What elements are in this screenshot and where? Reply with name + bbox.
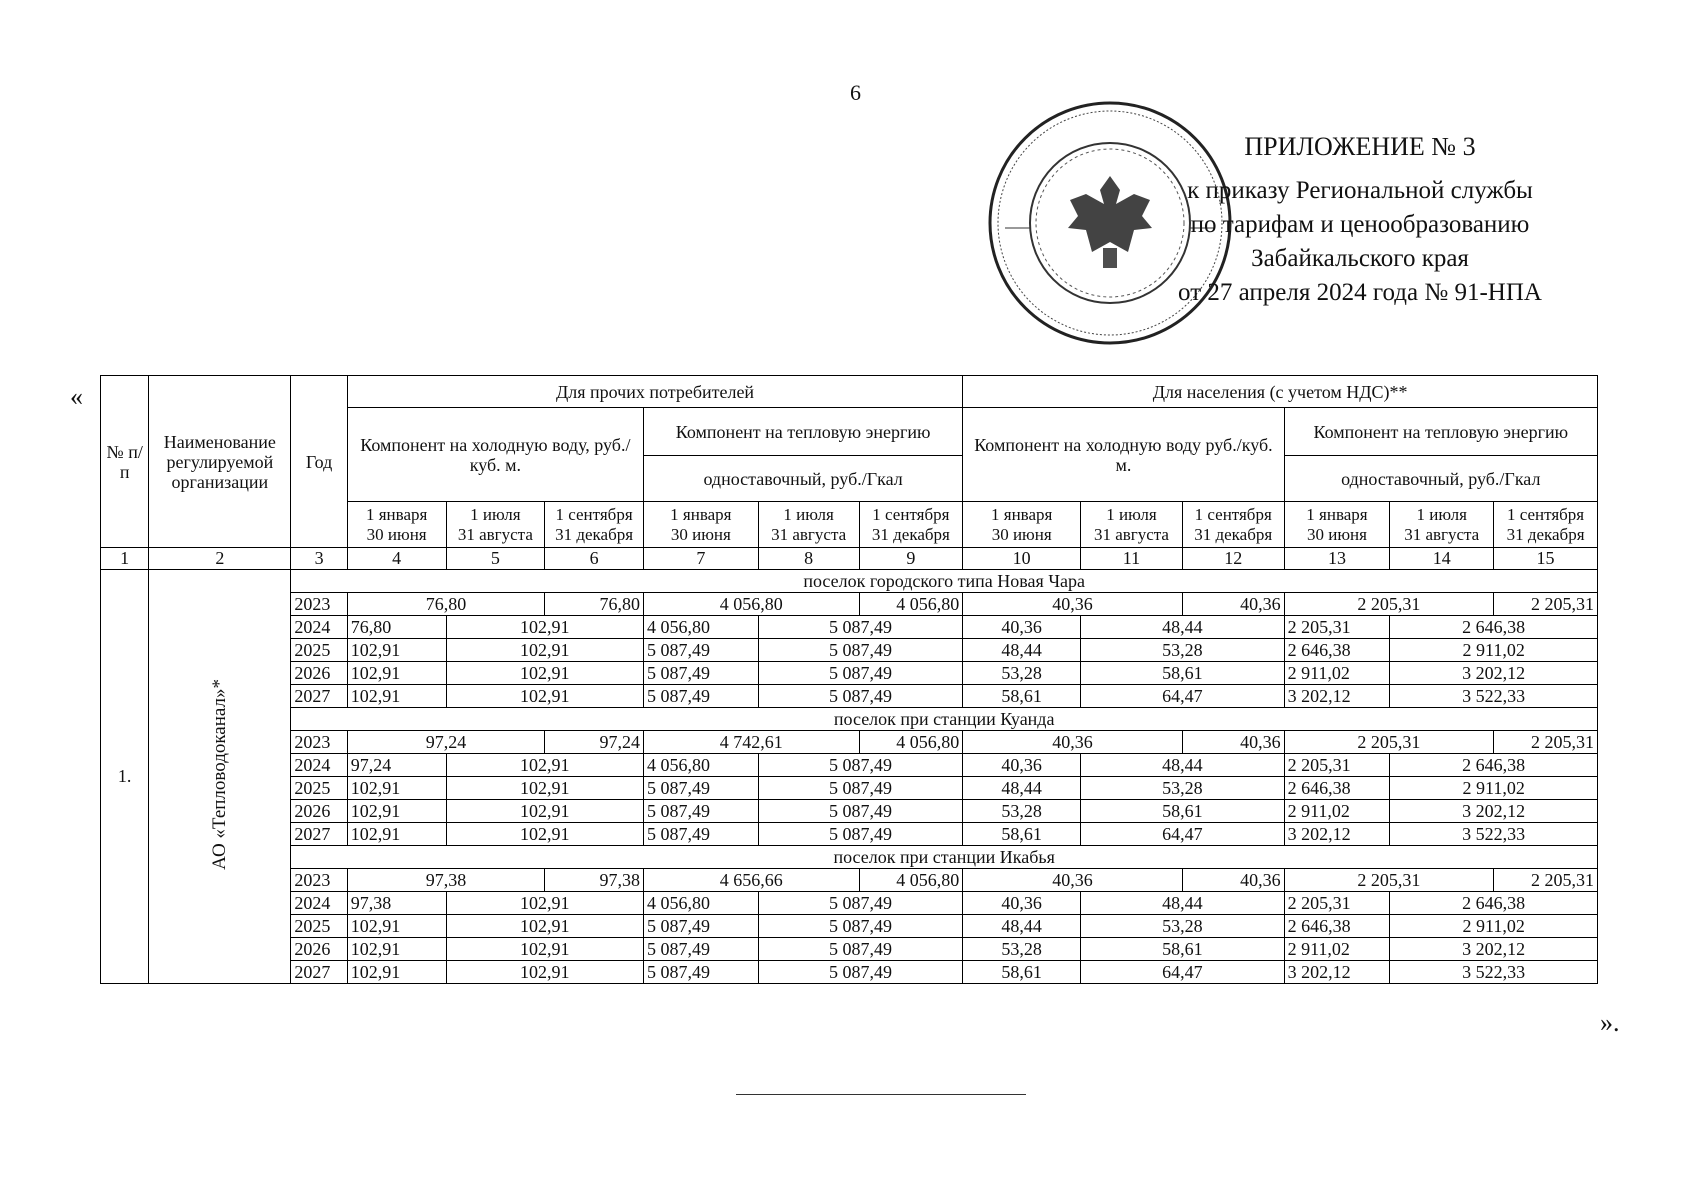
period-end: 31 декабря <box>555 524 634 544</box>
value-cell: 102,91 <box>347 961 446 984</box>
header-organization: Наименование регулируемой организации <box>149 376 291 548</box>
value-cell: 4 742,61 <box>643 731 859 754</box>
value-cell: 40,36 <box>963 892 1081 915</box>
column-number: 14 <box>1390 548 1494 570</box>
period-start: 1 января <box>365 504 428 524</box>
value-cell: 53,28 <box>963 938 1081 961</box>
column-number: 3 <box>291 548 347 570</box>
column-number: 6 <box>545 548 644 570</box>
value-cell: 58,61 <box>1081 662 1284 685</box>
table-row <box>101 685 1598 708</box>
value-cell: 5 087,49 <box>643 938 758 961</box>
period-end: 31 декабря <box>871 524 950 544</box>
value-cell: 2 205,31 <box>1284 593 1494 616</box>
value-cell: 53,28 <box>1081 777 1284 800</box>
table-row <box>101 892 1598 915</box>
value-cell: 4 056,80 <box>859 731 963 754</box>
header-cold-water-population: Компонент на холодную воду руб./куб. м. <box>963 408 1284 502</box>
value-cell: 2 911,02 <box>1284 662 1390 685</box>
period-header-cell <box>859 502 963 548</box>
value-cell: 102,91 <box>446 823 643 846</box>
value-cell: 2 205,31 <box>1284 869 1494 892</box>
value-cell: 76,80 <box>347 616 446 639</box>
value-cell: 102,91 <box>446 915 643 938</box>
column-number: 1 <box>101 548 149 570</box>
period-start: 1 июля <box>1416 504 1467 524</box>
column-number: 5 <box>446 548 545 570</box>
value-cell: 5 087,49 <box>643 639 758 662</box>
table-row <box>101 800 1598 823</box>
column-number: 9 <box>859 548 963 570</box>
value-cell: 76,80 <box>347 593 544 616</box>
value-cell: 5 087,49 <box>758 754 962 777</box>
value-cell: 97,24 <box>545 731 644 754</box>
period-header-cell <box>643 502 758 548</box>
period-end: 31 декабря <box>1506 524 1585 544</box>
value-cell: 40,36 <box>963 869 1183 892</box>
header-heat-population-sub: одноставочный, руб./Гкал <box>1284 456 1597 502</box>
period-start: 1 сентября <box>555 504 633 524</box>
value-cell: 4 056,80 <box>643 616 758 639</box>
value-cell: 58,61 <box>963 961 1081 984</box>
period-start: 1 июля <box>470 504 521 524</box>
value-cell: 3 202,12 <box>1284 961 1390 984</box>
value-cell: 5 087,49 <box>643 961 758 984</box>
section-row <box>101 708 1598 731</box>
year-cell: 2023 <box>291 593 347 616</box>
value-cell: 48,44 <box>1081 754 1284 777</box>
value-cell: 40,36 <box>963 593 1183 616</box>
period-header-cell <box>1081 502 1183 548</box>
value-cell: 97,24 <box>347 731 544 754</box>
header-population: Для населения (с учетом НДС)** <box>963 376 1598 408</box>
year-cell: 2026 <box>291 662 347 685</box>
value-cell: 2 911,02 <box>1284 800 1390 823</box>
value-cell: 102,91 <box>446 800 643 823</box>
value-cell: 102,91 <box>347 915 446 938</box>
value-cell: 3 522,33 <box>1390 961 1598 984</box>
value-cell: 97,38 <box>347 869 544 892</box>
year-cell: 2027 <box>291 685 347 708</box>
appendix-line-2: по тарифам и ценообразованию <box>1190 211 1530 238</box>
value-cell: 102,91 <box>446 662 643 685</box>
value-cell: 40,36 <box>963 754 1081 777</box>
appendix-header <box>1140 130 1580 310</box>
period-header-cell <box>347 502 446 548</box>
value-cell: 53,28 <box>963 662 1081 685</box>
value-cell: 2 205,31 <box>1284 731 1494 754</box>
table-row <box>101 915 1598 938</box>
value-cell: 3 202,12 <box>1390 938 1598 961</box>
value-cell: 3 202,12 <box>1284 685 1390 708</box>
value-cell: 5 087,49 <box>758 961 962 984</box>
value-cell: 5 087,49 <box>758 685 962 708</box>
value-cell: 5 087,49 <box>758 892 962 915</box>
value-cell: 64,47 <box>1081 961 1284 984</box>
value-cell: 4 056,80 <box>859 869 963 892</box>
value-cell: 102,91 <box>347 800 446 823</box>
value-cell: 102,91 <box>446 777 643 800</box>
table-row <box>101 961 1598 984</box>
column-number: 15 <box>1494 548 1598 570</box>
value-cell: 2 646,38 <box>1390 754 1598 777</box>
value-cell: 40,36 <box>1182 731 1284 754</box>
period-start: 1 сентября <box>1506 504 1585 524</box>
page-number: 6 <box>850 80 861 105</box>
value-cell: 3 202,12 <box>1284 823 1390 846</box>
value-cell: 4 056,80 <box>643 593 859 616</box>
table-row <box>101 754 1598 777</box>
year-cell: 2025 <box>291 915 347 938</box>
appendix-title: ПРИЛОЖЕНИЕ № 3 <box>1244 132 1476 161</box>
table-row <box>101 731 1598 754</box>
value-cell: 5 087,49 <box>758 823 962 846</box>
column-number: 10 <box>963 548 1081 570</box>
value-cell: 58,61 <box>1081 800 1284 823</box>
value-cell: 102,91 <box>347 938 446 961</box>
value-cell: 3 522,33 <box>1390 823 1598 846</box>
value-cell: 5 087,49 <box>643 685 758 708</box>
section-name: поселок городского типа Новая Чара <box>291 570 1598 593</box>
year-cell: 2024 <box>291 616 347 639</box>
value-cell: 102,91 <box>446 685 643 708</box>
value-cell: 64,47 <box>1081 823 1284 846</box>
period-start: 1 июля <box>783 504 834 524</box>
value-cell: 48,44 <box>963 915 1081 938</box>
value-cell: 2 911,02 <box>1390 639 1598 662</box>
period-header-cell <box>545 502 644 548</box>
year-cell: 2023 <box>291 731 347 754</box>
section-row <box>101 846 1598 869</box>
value-cell: 5 087,49 <box>758 915 962 938</box>
value-cell: 5 087,49 <box>643 777 758 800</box>
period-start: 1 января <box>991 504 1053 524</box>
value-cell: 102,91 <box>446 961 643 984</box>
organization-cell <box>149 570 291 984</box>
value-cell: 58,61 <box>963 823 1081 846</box>
column-number: 7 <box>643 548 758 570</box>
value-cell: 4 656,66 <box>643 869 859 892</box>
value-cell: 5 087,49 <box>643 915 758 938</box>
value-cell: 2 205,31 <box>1284 616 1390 639</box>
appendix-line-1: к приказу Региональной службы <box>1187 177 1533 204</box>
value-cell: 2 646,38 <box>1390 892 1598 915</box>
period-start: 1 сентября <box>1194 504 1272 524</box>
value-cell: 97,38 <box>545 869 644 892</box>
column-number: 8 <box>758 548 859 570</box>
value-cell: 5 087,49 <box>758 777 962 800</box>
year-cell: 2027 <box>291 823 347 846</box>
value-cell: 102,91 <box>347 777 446 800</box>
value-cell: 58,61 <box>963 685 1081 708</box>
value-cell: 40,36 <box>1182 593 1284 616</box>
table-row <box>101 639 1598 662</box>
period-header-cell <box>1284 502 1390 548</box>
table-row <box>101 593 1598 616</box>
period-end: 31 декабря <box>1194 524 1273 544</box>
period-start: 1 января <box>670 504 732 524</box>
value-cell: 5 087,49 <box>758 616 962 639</box>
year-cell: 2025 <box>291 777 347 800</box>
value-cell: 40,36 <box>1182 869 1284 892</box>
header-cold-water-other: Компонент на холодную воду, руб./куб. м. <box>347 408 643 502</box>
value-cell: 5 087,49 <box>643 800 758 823</box>
year-cell: 2026 <box>291 800 347 823</box>
value-cell: 53,28 <box>1081 639 1284 662</box>
year-cell: 2024 <box>291 754 347 777</box>
header-heat-other: Компонент на тепловую энергию <box>643 408 962 456</box>
value-cell: 2 911,02 <box>1284 938 1390 961</box>
period-header-cell <box>758 502 859 548</box>
value-cell: 102,91 <box>347 685 446 708</box>
closing-quote: ». <box>1600 1008 1620 1037</box>
value-cell: 53,28 <box>1081 915 1284 938</box>
table-row <box>101 938 1598 961</box>
period-header-cell <box>446 502 545 548</box>
section-name: поселок при станции Икабья <box>291 846 1598 869</box>
value-cell: 5 087,49 <box>758 800 962 823</box>
value-cell: 2 205,31 <box>1494 593 1598 616</box>
header-heat-population: Компонент на тепловую энергию <box>1284 408 1597 456</box>
value-cell: 102,91 <box>446 754 643 777</box>
column-number: 13 <box>1284 548 1390 570</box>
period-header-cell <box>963 502 1081 548</box>
value-cell: 2 205,31 <box>1494 869 1598 892</box>
value-cell: 40,36 <box>963 731 1183 754</box>
value-cell: 2 205,31 <box>1494 731 1598 754</box>
value-cell: 102,91 <box>446 892 643 915</box>
value-cell: 4 056,80 <box>643 892 758 915</box>
value-cell: 5 087,49 <box>643 662 758 685</box>
period-end: 31 августа <box>457 524 533 544</box>
section-row <box>101 570 1598 593</box>
value-cell: 102,91 <box>347 639 446 662</box>
value-cell: 97,38 <box>347 892 446 915</box>
value-cell: 48,44 <box>963 777 1081 800</box>
opening-quote: « <box>70 382 83 411</box>
value-cell: 102,91 <box>347 662 446 685</box>
value-cell: 53,28 <box>963 800 1081 823</box>
value-cell: 102,91 <box>446 938 643 961</box>
value-cell: 64,47 <box>1081 685 1284 708</box>
value-cell: 5 087,49 <box>758 662 962 685</box>
table-row <box>101 616 1598 639</box>
value-cell: 2 646,38 <box>1390 616 1598 639</box>
value-cell: 48,44 <box>1081 892 1284 915</box>
value-cell: 97,24 <box>347 754 446 777</box>
section-name: поселок при станции Куанда <box>291 708 1598 731</box>
value-cell: 2 205,31 <box>1284 892 1390 915</box>
period-end: 30 июня <box>1306 524 1367 544</box>
period-header-cell <box>1390 502 1494 548</box>
value-cell: 102,91 <box>347 823 446 846</box>
year-cell: 2024 <box>291 892 347 915</box>
value-cell: 2 646,38 <box>1284 915 1390 938</box>
period-end: 31 августа <box>1404 524 1480 544</box>
header-heat-other-sub: одноставочный, руб./Гкал <box>643 456 962 502</box>
value-cell: 2 646,38 <box>1284 777 1390 800</box>
year-cell: 2027 <box>291 961 347 984</box>
year-cell: 2023 <box>291 869 347 892</box>
value-cell: 48,44 <box>963 639 1081 662</box>
year-cell: 2026 <box>291 938 347 961</box>
column-number: 12 <box>1182 548 1284 570</box>
footer-divider <box>736 1094 1026 1095</box>
value-cell: 102,91 <box>446 639 643 662</box>
value-cell: 5 087,49 <box>758 639 962 662</box>
table-row <box>101 662 1598 685</box>
column-number: 2 <box>149 548 291 570</box>
value-cell: 48,44 <box>1081 616 1284 639</box>
period-end: 30 июня <box>366 524 427 544</box>
period-start: 1 июля <box>1106 504 1157 524</box>
header-other-consumers: Для прочих потребителей <box>347 376 962 408</box>
table-row <box>101 823 1598 846</box>
value-cell: 4 056,80 <box>859 593 963 616</box>
period-header-cell <box>1494 502 1598 548</box>
period-end: 30 июня <box>670 524 731 544</box>
value-cell: 76,80 <box>545 593 644 616</box>
period-start: 1 сентября <box>872 504 950 524</box>
appendix-line-4: от 27 апреля 2024 года № 91-НПА <box>1178 279 1542 306</box>
value-cell: 2 646,38 <box>1284 639 1390 662</box>
table-row <box>101 777 1598 800</box>
period-end: 31 августа <box>771 524 847 544</box>
row-number-cell: 1. <box>101 570 149 984</box>
column-number: 11 <box>1081 548 1183 570</box>
value-cell: 58,61 <box>1081 938 1284 961</box>
period-end: 31 августа <box>1093 524 1169 544</box>
value-cell: 3 202,12 <box>1390 662 1598 685</box>
value-cell: 3 202,12 <box>1390 800 1598 823</box>
value-cell: 5 087,49 <box>643 823 758 846</box>
period-start: 1 января <box>1306 504 1368 524</box>
value-cell: 2 205,31 <box>1284 754 1390 777</box>
value-cell: 4 056,80 <box>643 754 758 777</box>
tariff-table <box>100 375 1598 984</box>
value-cell: 5 087,49 <box>758 938 962 961</box>
header-year: Год <box>291 376 347 548</box>
organization-name: АО «Тепловодоканал»* <box>209 679 231 870</box>
value-cell: 3 522,33 <box>1390 685 1598 708</box>
column-number: 4 <box>347 548 446 570</box>
period-end: 30 июня <box>991 524 1052 544</box>
value-cell: 2 911,02 <box>1390 777 1598 800</box>
period-header-cell <box>1182 502 1284 548</box>
appendix-line-3: Забайкальского края <box>1251 245 1469 272</box>
table-row <box>101 869 1598 892</box>
value-cell: 40,36 <box>963 616 1081 639</box>
value-cell: 2 911,02 <box>1390 915 1598 938</box>
year-cell: 2025 <box>291 639 347 662</box>
header-num: № п/п <box>101 376 149 548</box>
value-cell: 102,91 <box>446 616 643 639</box>
